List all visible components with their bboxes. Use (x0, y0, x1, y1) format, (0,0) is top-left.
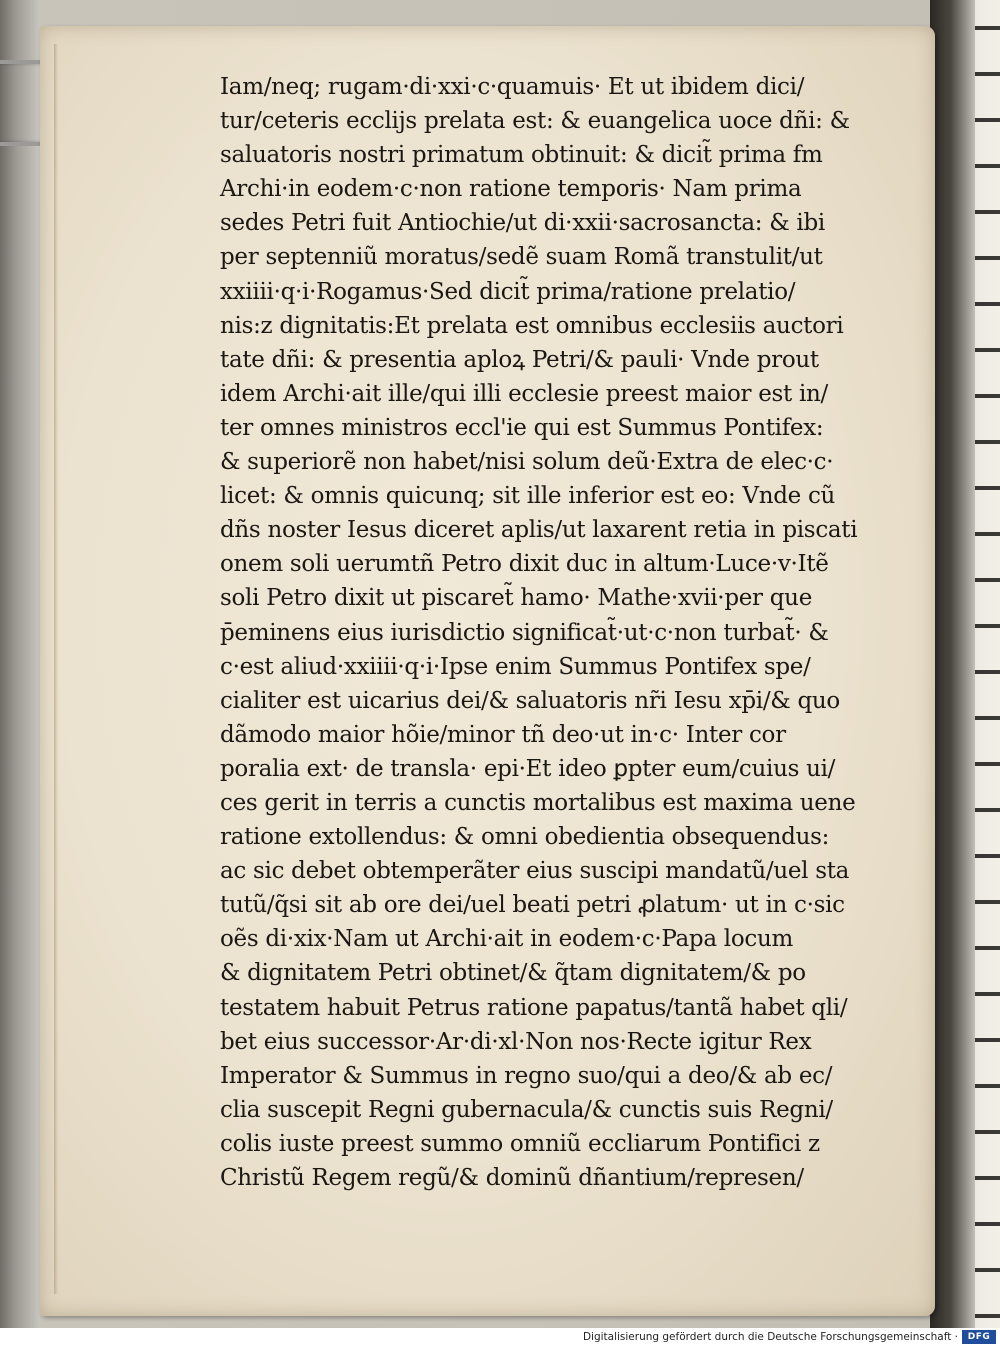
text-line: idem Archi·ait ille/qui illi ecclesie preest maior est in/ (220, 380, 829, 407)
text-line: & superiorẽ non habet/nisi solum deũ·Extra de elec·c· (220, 449, 834, 476)
text-line: ces gerit in terris a cunctis mortalibus est maxima uene (220, 789, 856, 816)
text-line: clia suscepit Regni gubernacula/& cunctis suis Regni/ (220, 1096, 833, 1123)
text-line: sedes Petri fuit Antiochie/ut di·xxii·sacrosancta: & ibi (220, 210, 825, 237)
text-line: cialiter est uicarius dei/& saluatoris nr̃i Iesu xp̄i/& quo (220, 687, 840, 714)
text-line: Iam/neq; rugam·di·xxi·c·quamuis· Et ut ibidem dici/ (220, 74, 805, 100)
text-line: per septenniũ moratus/sedẽ suam Romã transtulit/ut (220, 244, 823, 271)
text-line: soli Petro dixit ut piscaret̃ hamo· Mathe·xvii·per que (220, 585, 813, 612)
page-fold-shadow (54, 44, 58, 1294)
text-line: oẽs di·xix·Nam ut Archi·ait in eodem·c·Papa locum (220, 926, 793, 953)
funding-credit: Digitalisierung gefördert durch die Deutsche Forschungsgemeinschaft · (582, 1331, 958, 1343)
text-line: testatem habuit Petrus ratione papatus/tantã habet qli/ (220, 994, 848, 1021)
text-line: ac sic debet obtemperãter eius suscipi mandatũ/uel sta (220, 858, 850, 885)
book-cover-board (0, 0, 40, 1328)
text-line: tate dñi: & presentia aploꝝ Petri/& pauli· Vnde prout (220, 346, 819, 373)
text-line: xxiiii·q·i·Rogamus·Sed dicit̃ prima/ratione prelatio/ (220, 278, 796, 305)
text-line: licet: & omnis quicunq; sit ille inferior est eo: Vnde cũ (220, 483, 836, 510)
facing-page-edge (975, 0, 1000, 1328)
text-line: p̄eminens eius iurisdictio significat̃·ut·c·non turbat̃· & (220, 619, 829, 646)
text-line: nis:z dignitatis:Et prelata est omnibus ecclesiis auctori (220, 312, 844, 339)
text-line: onem soli uerumtñ Petro dixit duc in altum·Luce·v·Itẽ (220, 551, 829, 578)
text-line: ter omnes ministros eccl'ie qui est Summus Pontifex: (220, 414, 824, 441)
text-line: tutũ/q̃si sit ab ore dei/uel beati petri ꝓlatum· ut in c·sic (220, 892, 845, 919)
text-line: tur/ceteris ecclijs prelata est: & euangelica uoce dñi: & (220, 108, 850, 135)
text-block (220, 70, 860, 1195)
text-line: & dignitatem Petri obtinet/& q̃tam dignitatem/& po (220, 960, 806, 987)
text-line: Imperator & Summus in regno suo/qui a deo/& ab ec/ (220, 1062, 833, 1089)
text-line: Christũ Regem regũ/& dominũ dñantium/represen/ (220, 1165, 804, 1191)
text-line: Archi·in eodem·c·non ratione temporis· Nam prima (220, 176, 802, 203)
text-line: ratione extollendus: & omni obedientia obsequendus: (220, 824, 830, 851)
text-line: colis iuste preest summo omniũ eccliarum Pontifici z (220, 1130, 820, 1157)
text-line: c·est aliud·xxiiii·q·i·Ipse enim Summus Pontifex spe/ (220, 653, 811, 680)
text-line: bet eius successor·Ar·di·xl·Non nos·Recte igitur Rex (220, 1028, 812, 1055)
text-line: saluatoris nostri primatum obtinuit: & dicit̃ prima fm (220, 142, 823, 169)
text-line: dãmodo maior hõie/minor tñ deo·ut in·c· Inter cor (220, 721, 786, 748)
text-line: poralia ext· de transla· epi·Et ideo ꝑpter eum/cuius ui/ (220, 755, 836, 782)
dfg-logo: DFG (962, 1330, 996, 1344)
text-line: dñs noster Iesus diceret aplis/ut laxarent retia in piscati (220, 517, 858, 544)
digitization-footer (0, 1328, 1000, 1347)
